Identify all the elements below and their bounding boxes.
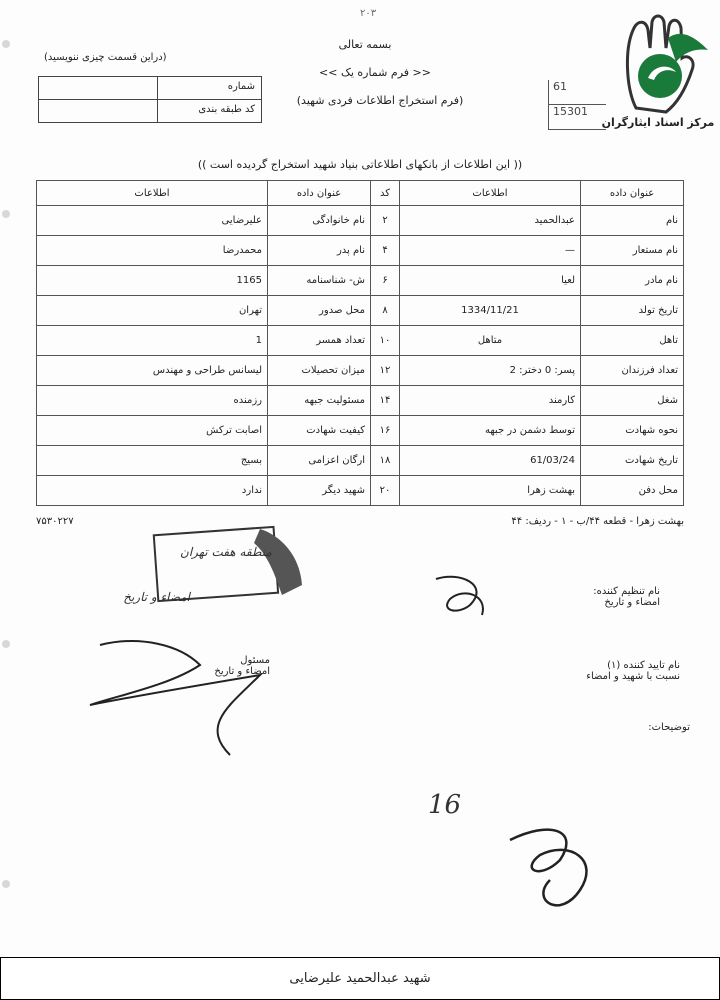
table-row: محل دفن بهشت زهرا ۲۰ شهید دیگر ندارد xyxy=(37,476,684,506)
bismillah: بسمه تعالی xyxy=(338,38,392,51)
table-row: نام مستعار — ۴ نام پدر محمدرضا xyxy=(37,236,684,266)
table-row: نحوه شهادت توسط دشمن در جبهه ۱۶ کیفیت شهادت اصابت ترکش xyxy=(37,416,684,446)
page-mark: ۲۰۳ xyxy=(360,8,377,19)
punch-hole xyxy=(2,880,10,888)
logo-text: مرکز اسناد ایثارگران xyxy=(601,116,715,129)
organizer-signature xyxy=(430,565,500,625)
caption: شهید عبدالحمید علیرضایی xyxy=(0,957,720,1000)
organizer-block: نام تنظیم کننده: امضاء و تاریخ xyxy=(593,586,660,608)
stamp-text: منطقه هفت تهران xyxy=(180,545,272,559)
burial-line xyxy=(36,516,684,527)
confirmer-block: نام تایید کننده (۱) نسبت با شهید و امضاء xyxy=(586,660,680,682)
table-row: تاریخ تولد 1334/11/21 ۸ محل صدور تهران xyxy=(37,296,684,326)
remarks-label: توضیحات: xyxy=(648,722,690,733)
punch-hole xyxy=(2,40,10,48)
remarks-signature xyxy=(490,810,620,930)
table-row: شغل کارمند ۱۴ مسئولیت جبهه رزمنده xyxy=(37,386,684,416)
table-row: تاریخ شهادت 61/03/24 ۱۸ ارگان اعزامی بسیج xyxy=(37,446,684,476)
left-sign-block xyxy=(50,590,190,604)
classification-box: شماره کد طبقه بندی xyxy=(38,76,262,123)
form-subtitle: (فرم استخراج اطلاعات فردی شهید) xyxy=(296,94,464,107)
form-number: << فرم شماره یک >> xyxy=(319,66,431,79)
burial-address: بهشت زهرا - قطعه ۴۴/ب - ۱ - ردیف: ۴۴ xyxy=(511,516,684,527)
official-block: مسئول امضاء و تاریخ xyxy=(214,655,270,677)
record-number-box: 61 15301 xyxy=(548,80,606,130)
info-table: عنوان داده اطلاعات کد عنوان داده اطلاعات نام عبدالحمید ۲ نام خانوادگی علیرضایی نام مستعار — ۴ نام پدر محمدرضا نام مادر لعیا ۶ ش- شناسنامه 1165 تاریخ تولد 1334/11/21 ۸ محل صدور تهران تاهل متاهل ۱۰ تعداد همسر 1 تعداد فرزندان پسر: 0 دختر: 2 ۱۲ میزان تحصیلات لیسانس طراحی و مهندس شغل کارمند ۱۴ مسئولیت جبهه رزمنده نحوه شهادت توسط دشمن در جبهه ۱۶ کیفیت شهادت اصابت ترکش تاریخ شهادت 61/03/24 ۱۸ ارگان اعزامی بسیج محل دفن بهشت زهرا ۲۰ شهید دیگر ندارد xyxy=(36,180,684,506)
record-number: ۷۵۳۰۲۲۷ xyxy=(36,516,74,527)
punch-hole xyxy=(2,210,10,218)
notice: (( این اطلاعات از بانکهای اطلاعاتی بنیاد شهید استخراج گردیده است )) xyxy=(197,158,523,171)
table-row: تاهل متاهل ۱۰ تعداد همسر 1 xyxy=(37,326,684,356)
left-note: (دراین قسمت چیزی ننویسید) xyxy=(44,52,167,63)
official-signature xyxy=(80,625,280,765)
handwritten-name: امضاء و تاریخ xyxy=(123,590,190,604)
table-row: تعداد فرزندان پسر: 0 دختر: 2 ۱۲ میزان تحصیلات لیسانس طراحی و مهندس xyxy=(37,356,684,386)
page-number: 16 xyxy=(428,790,462,820)
punch-hole xyxy=(2,640,10,648)
table-row: نام عبدالحمید ۲ نام خانوادگی علیرضایی xyxy=(37,206,684,236)
table-row: نام مادر لعیا ۶ ش- شناسنامه 1165 xyxy=(37,266,684,296)
